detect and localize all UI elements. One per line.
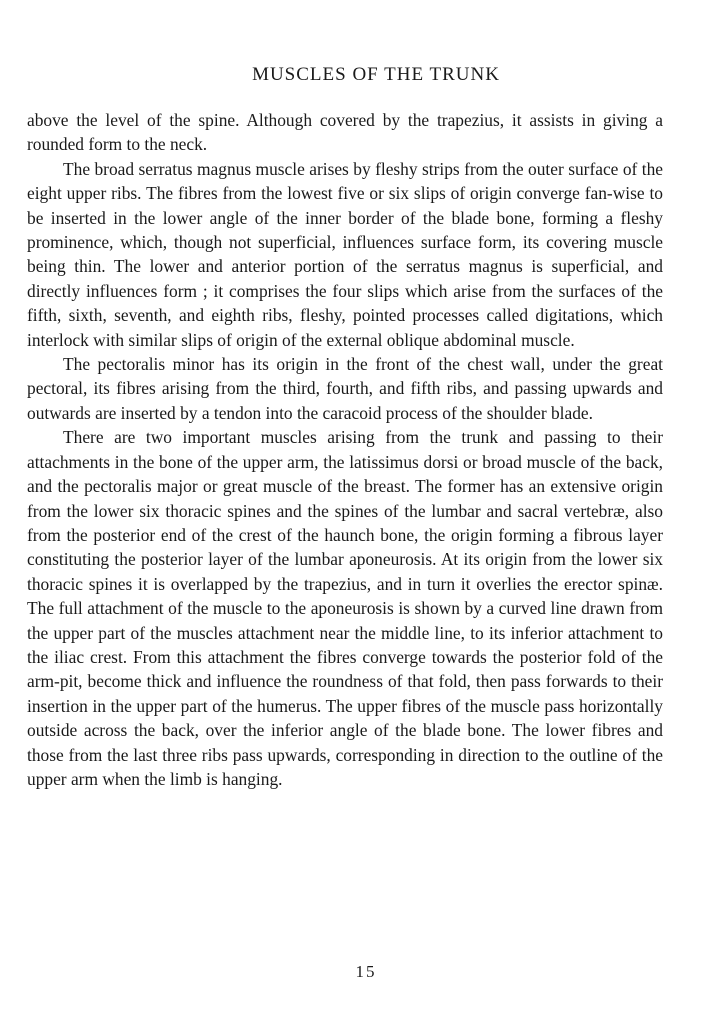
paragraph-pectoralis-minor: The pectoralis minor has its origin in the front of the chest wall, under the great pectoral, its fibres arising from the third, fourth, and fifth ribs, and passing upwards and outwards are inserted by a tendon into the caracoid process of the shoulder blade. [27,354,663,423]
paragraph-serratus-magnus: The broad serratus magnus muscle arises by fleshy strips from the outer surface of the eight upper ribs. The fibres from the lowest five or six slips of origin converge fan-wise to be inserted in the lower angle of the inner border of the blade bone, forming a fleshy prominence, which, though not superficial, influences surface form, its covering muscle being thin. The lower and anterior portion of the serratus magnus is superficial, and directly influences form ; it comprises the four slips which arise from the surfaces of the fifth, sixth, seventh, and eighth ribs, fleshy, pointed processes called digitations, which interlock with similar slips of origin of the external oblique abdominal muscle. [27,158,663,350]
running-head: MUSCLES OF THE TRUNK [252,64,500,85]
paragraph-continued: above the level of the spine. Although covered by the trapezius, it assists in giving a rounded form to the neck. [27,110,663,155]
paragraph-latissimus-dorsi: There are two important muscles arising from the trunk and passing to their attachments in the bone of the upper arm, the latissimus dorsi or broad muscle of the back, and the pectoralis major or great muscle of the breast. The former has an extensive origin from the lower six thoracic spines and the spines of the lumbar and sacral vertebræ, also from the posterior end of the crest of the haunch bone, the origin forming a fibrous layer constituting the posterior layer of the lumbar aponeurosis. At its origin from the lower six thoracic spines it is overlapped by the trapezius, and in turn it overlies the erector spinæ. The full attachment of the muscle to the aponeurosis is shown by a curved line drawn from the upper part of the muscles attachment near the middle line, to its inferior attachment to the iliac crest. From this attachment the fibres converge towards the posterior fold of the arm-pit, become thick and influence the roundness of that fold, then pass forwards to their insertion in the upper part of the humerus. The upper fibres of the muscle pass horizontally outside across the back, over the inferior angle of the blade bone. The lower fibres and those from the last three ribs pass upwards, corresponding in direction to the outline of the upper arm when the limb is hanging. [27,427,663,789]
page-number: 15 [355,962,377,981]
body-text [27,108,663,791]
